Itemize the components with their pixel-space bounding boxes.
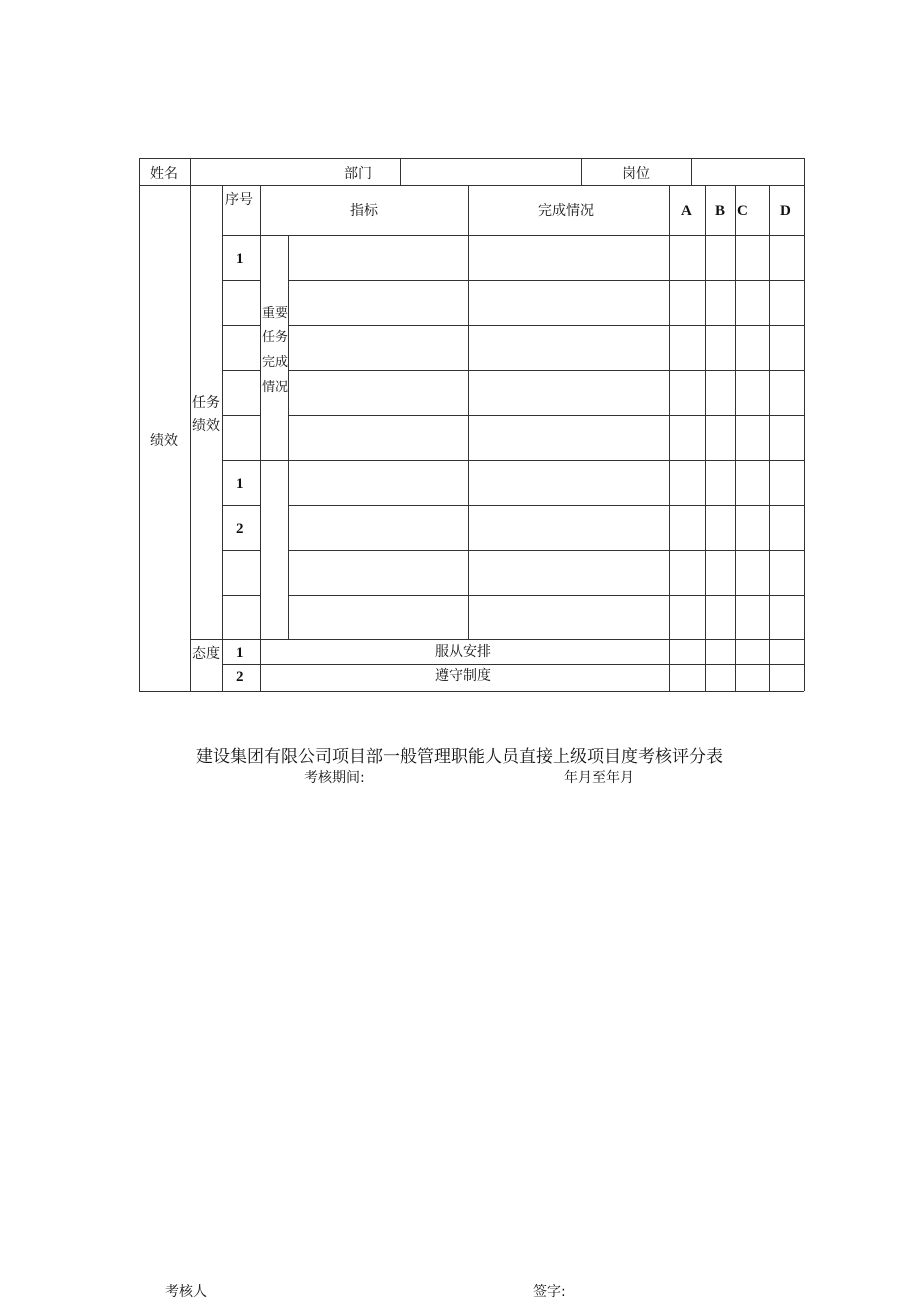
grade-a-header: A <box>681 203 692 219</box>
period-value: 年月至年月 <box>564 770 634 786</box>
name-label: 姓名 <box>150 166 178 182</box>
attitude-item: 服从安排 <box>435 644 491 660</box>
task-performance-label-2: 绩效 <box>192 418 220 434</box>
attitude-item: 遵守制度 <box>435 668 491 684</box>
grade-c-header: C <box>737 203 748 219</box>
attitude-seq: 1 <box>236 645 244 661</box>
key-task-label-3: 完成 <box>262 355 289 370</box>
grade-b-header: B <box>715 203 726 219</box>
grade-d-header: D <box>780 203 791 219</box>
performance-label: 绩效 <box>150 433 178 449</box>
key-task-label-1: 重要 <box>262 306 289 321</box>
period-label: 考核期间: <box>304 770 365 786</box>
key-task-label-2: 任务 <box>262 330 289 345</box>
attitude-seq: 2 <box>236 669 244 685</box>
task-performance-label-1: 任务 <box>192 395 220 411</box>
indicator-header: 指标 <box>350 203 378 219</box>
department-field[interactable] <box>401 159 580 185</box>
attitude-label: 态度 <box>192 646 220 662</box>
key-task-label-4: 情况 <box>262 380 289 395</box>
seq-number: 2 <box>236 521 244 537</box>
post-field[interactable] <box>692 159 803 185</box>
completion-header: 完成情况 <box>538 203 594 219</box>
seq-header: 序号 <box>225 192 253 208</box>
department-label: 部门 <box>344 166 372 182</box>
seq-number: 1 <box>236 476 244 492</box>
post-label: 岗位 <box>622 166 650 182</box>
assessor-label: 考核人 <box>165 1284 207 1300</box>
form-title: 建设集团有限公司项目部一般管理职能人员直接上级项目度考核评分表 <box>196 747 723 767</box>
signature-label: 签字: <box>533 1284 566 1300</box>
seq-number: 1 <box>236 251 244 267</box>
